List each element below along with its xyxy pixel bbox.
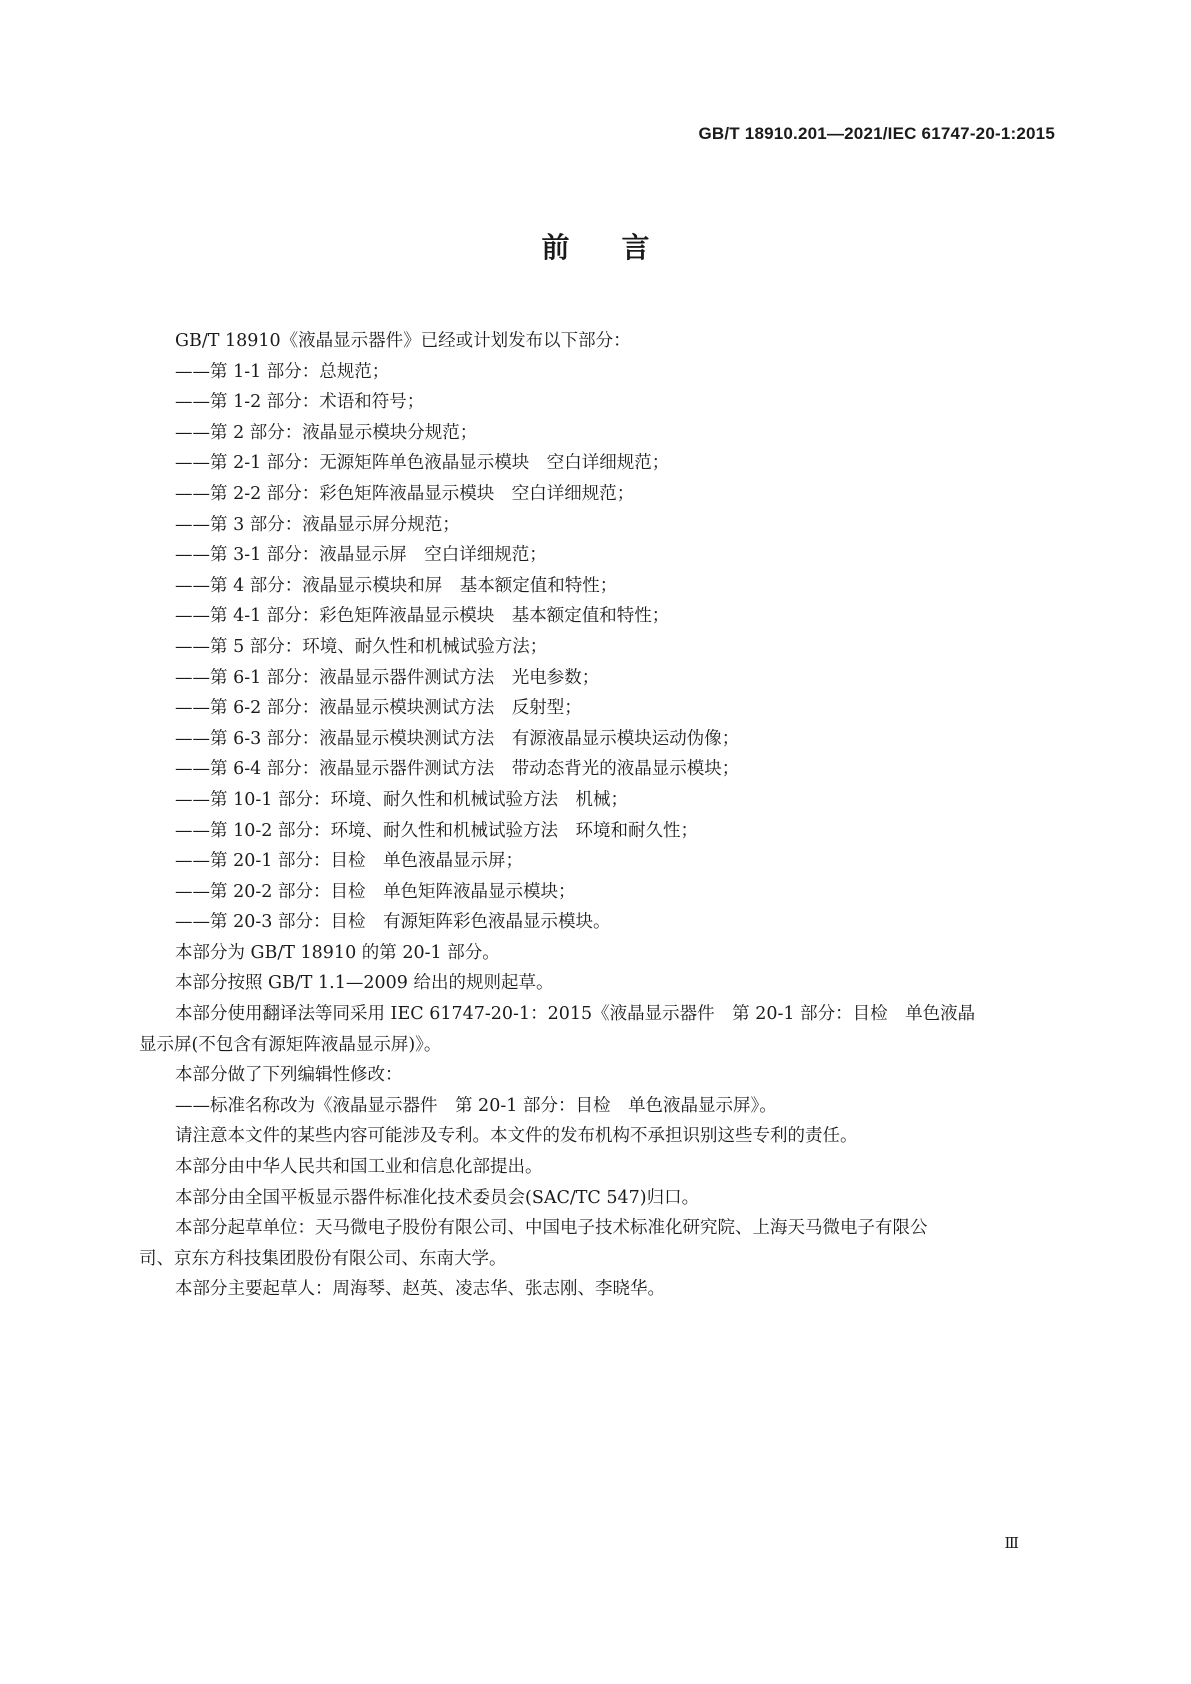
list-item: ——第 1-2 部分：术语和符号； [175,392,425,413]
paragraph-drafting-units-cont: 司、京东方科技集团股份有限公司、东南大学。 [139,1248,507,1269]
paragraph-part-of: 本部分为 GB/T 18910 的第 20-1 部分。 [175,942,500,963]
list-item: ——第 5 部分：环境、耐久性和机械试验方法； [175,636,548,657]
list-item: ——第 3-1 部分：液晶显示屏 空白详细规范； [175,545,547,566]
list-item: ——第 2-2 部分：彩色矩阵液晶显示模块 空白详细规范； [175,483,635,504]
paragraph-translation: 本部分使用翻译法等同采用 IEC 61747-20-1：2015《液晶显示器件 第 20-1 部分：目检 单色液晶 [175,1004,976,1025]
list-item: ——第 2-1 部分：无源矩阵单色液晶显示模块 空白详细规范； [175,453,670,474]
page-title: 前言 [541,231,702,264]
paragraph-translation-cont: 显示屏(不包含有源矩阵液晶显示屏)》。 [139,1034,442,1055]
list-item: ——第 20-3 部分：目检 有源矩阵彩色液晶显示模块。 [175,912,611,933]
list-item: ——第 3 部分：液晶显示屏分规范； [175,514,460,535]
list-item: ——第 4-1 部分：彩色矩阵液晶显示模块 基本额定值和特性； [175,606,670,627]
list-item: ——第 6-1 部分：液晶显示器件测试方法 光电参数； [175,667,600,688]
list-item: ——第 10-2 部分：环境、耐久性和机械试验方法 环境和耐久性； [175,820,698,841]
list-item: ——第 1-1 部分：总规范； [175,361,390,382]
list-item: ——第 6-3 部分：液晶显示模块测试方法 有源液晶显示模块运动伪像； [175,728,740,749]
paragraph-centralized-by: 本部分由全国平板显示器件标准化技术委员会(SAC/TC 547)归口。 [175,1187,700,1208]
paragraph-proposed-by: 本部分由中华人民共和国工业和信息化部提出。 [175,1157,543,1178]
list-item: ——第 6-2 部分：液晶显示模块测试方法 反射型； [175,698,582,719]
intro-paragraph: GB/T 18910《液晶显示器件》已经或计划发布以下部分： [175,331,631,351]
paragraph-drafting-rules: 本部分按照 GB/T 1.1—2009 给出的规则起草。 [175,973,554,994]
standard-code-header: GB/T 18910.201—2021/IEC 61747-20-1:2015 [698,124,1055,143]
list-item: ——第 6-4 部分：液晶显示器件测试方法 带动态背光的液晶显示模块； [175,759,740,780]
list-item: ——标准名称改为《液晶显示器件 第 20-1 部分：目检 单色液晶显示屏》。 [175,1095,777,1116]
paragraph-drafting-units: 本部分起草单位：天马微电子股份有限公司、中国电子技术标准化研究院、上海天马微电子有限公 [175,1218,928,1239]
list-item: ——第 2 部分：液晶显示模块分规范； [175,422,478,443]
list-item: ——第 10-1 部分：环境、耐久性和机械试验方法 机械； [175,789,628,810]
paragraph-patent-notice: 请注意本文件的某些内容可能涉及专利。本文件的发布机构不承担识别这些专利的责任。 [175,1126,858,1147]
foreword-body [139,326,1055,1305]
list-item: ——第 20-2 部分：目检 单色矩阵液晶显示模块； [175,881,576,902]
page-number: Ⅲ [1004,1534,1019,1552]
list-item: ——第 4 部分：液晶显示模块和屏 基本额定值和特性； [175,575,618,596]
paragraph-drafters: 本部分主要起草人：周海琴、赵英、凌志华、张志刚、李晓华。 [175,1279,665,1300]
paragraph-edits-intro: 本部分做了下列编辑性修改： [175,1065,403,1086]
list-item: ——第 20-1 部分：目检 单色液晶显示屏； [175,851,523,872]
